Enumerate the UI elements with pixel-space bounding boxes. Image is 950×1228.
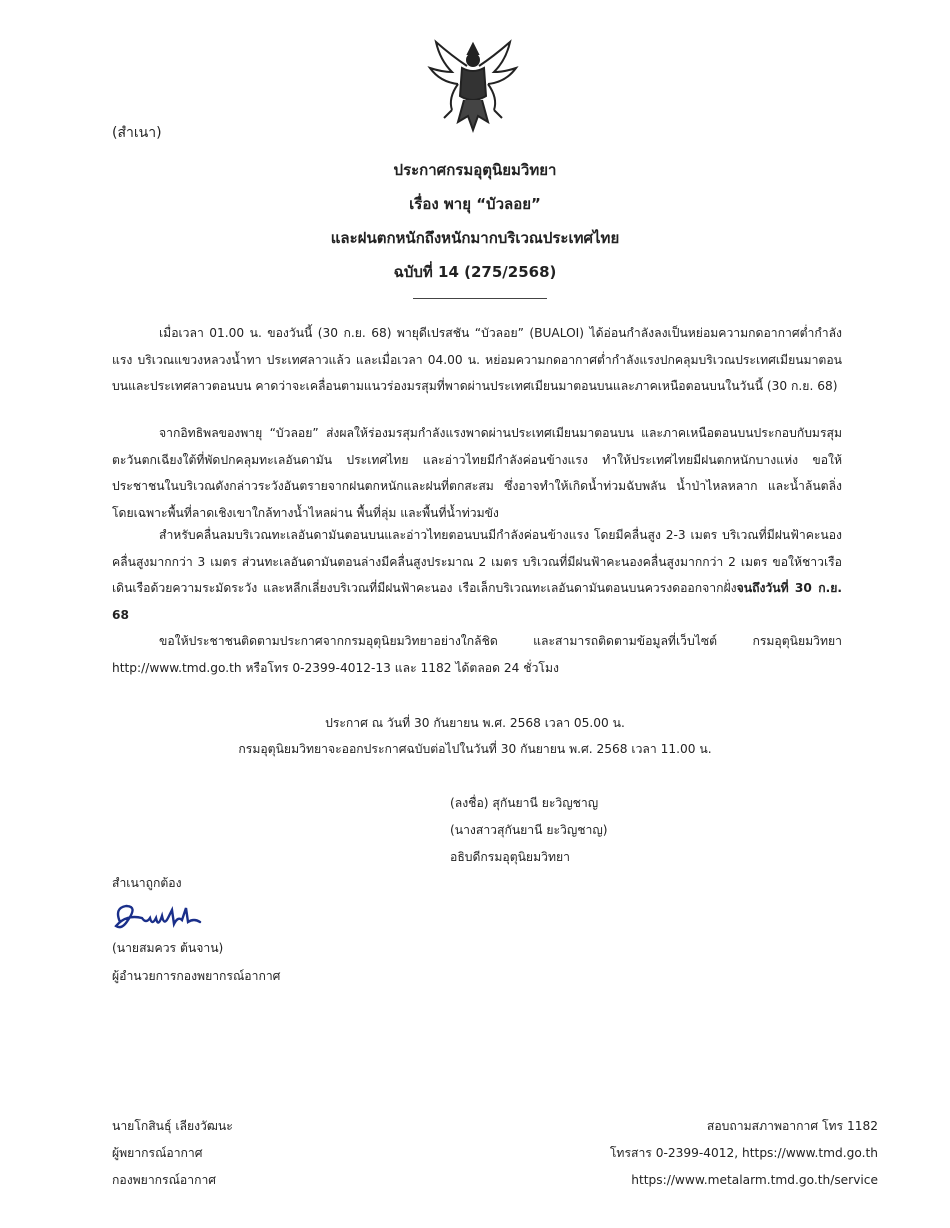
announcement-subject: เรื่อง พายุ “บัวลอย” [409,195,541,213]
issued-date: ประกาศ ณ วันที่ 30 กันยายน พ.ศ. 2568 เวลา 05.00 น. [325,716,625,730]
signatory-position: อธิบดีกรมอุตุนิยมวิทยา [450,850,570,864]
footer-left [112,1113,233,1194]
paragraph-4 [112,628,842,681]
signatory-name: (นางสาวสุกันยานี ยะวิญชาญ) [450,823,608,837]
metalarm-link[interactable]: https://www.metalarm.tmd.go.th/service [631,1173,878,1187]
paragraph-2 [112,420,842,526]
certifier-position: ผู้อำนวยการกองพยากรณ์อากาศ [112,969,281,983]
fax-website-info: โทรสาร 0-2399-4012, https://www.tmd.go.th [609,1146,878,1160]
copy-label: (สำเนา) [112,125,162,141]
footer-right [610,1113,878,1194]
garuda-emblem-icon [422,38,524,138]
paragraph-4-text: ขอให้ประชาชนติดตามประกาศจากกรมอุตุนิยมวิทยาอย่างใกล้ชิด และสามารถติดตามข้อมูลที่เว็บไซต์ กรมอุตุนิยมวิทยา http://www.tmd.go.th หรือโทร 0-2399-4012-13 และ 1182 ได้ตลอด 24 ชั่วโมง [112,634,842,675]
paragraph-1 [112,320,842,400]
paragraph-1-text: เมื่อเวลา 01.00 น. ของวันนี้ (30 ก.ย. 68) พายุดีเปรสชัน “บัวลอย” (BUALOI) ได้อ่อนกำลังลงเป็นหย่อมความกดอากาศต่ำกำลังแรง บริเวณแขวงหลวงน้ำทา ประเทศลาวแล้ว และเมื่อเวลา 04.00 น. หย่อมความกดอากาศต่ำกำลังแรงปกคลุมบริเวณประเทศเมียนมาตอนบนและประเทศลาวตอนบน คาดว่าจะเคลื่อนตามแนวร่องมรสุมที่พาดผ่านประเทศเมียนมาตอนบนและภาคเหนือตอนบนในวันนี้ (30 ก.ย. 68) [112,326,842,393]
paragraph-2-text: จากอิทธิพลของพายุ “บัวลอย” ส่งผลให้ร่องมรสุมกำลังแรงพาดผ่านประเทศเมียนมาตอนบน และภาคเหนือตอนบนประกอบกับมรสุมตะวันตกเฉียงใต้ที่พัดปกคลุมทะเลอันดามัน ประเทศไทย และอ่าวไทยมีกำลังค่อนข้างแรง ทำให้ประเทศไทยมีฝนตกหนักบางแห่ง ขอให้ประชาชนในบริเวณดังกล่าวระวังอันตรายจากฝนตกหนักและฝนที่ตกสะสม ซึ่งอาจทำให้เกิดน้ำท่วมฉับพลัน น้ำป่าไหลหลาก และน้ำล้นตลิ่ง โดยเฉพาะพื้นที่ลาดเชิงเขาใกล้ทางน้ำไหลผ่าน พื้นที่ลุ่ม และพื้นที่น้ำท่วมขัง [112,426,842,520]
paragraph-3-bold: จนถึงวันที่ 30 ก.ย. 68 [112,581,842,622]
forecaster-division: กองพยากรณ์อากาศ [112,1173,217,1187]
certifier-block [112,934,280,990]
title-divider [413,298,547,299]
next-issue-note: กรมอุตุนิยมวิทยาจะออกประกาศฉบับต่อไปในวันที่ 30 กันยายน พ.ศ. 2568 เวลา 11.00 น. [238,742,712,756]
paragraph-3-text: สำหรับคลื่นลมบริเวณทะเลอันดามันตอนบนและอ่าวไทยตอนบนมีกำลังค่อนข้างแรง โดยมีคลื่นสูง 2-3 เมตร บริเวณที่มีฝนฟ้าคะนองคลื่นสูงมากกว่า 3 เมตร ส่วนทะเลอันดามันตอนล่างมีคลื่นสูงประมาณ 2 เมตร บริเวณที่มีฝนฟ้าคะนองคลื่นสูงมากกว่า 2 เมตร ขอให้ชาวเรือเดินเรือด้วยความระมัดระวัง และหลีกเลี่ยงบริเวณที่มีฝนฟ้าคะนอง เรือเล็กบริเวณทะเลอันดามันตอนบนควรงดออกจากฝั่ง [112,528,842,595]
announcement-subject-continued: และฝนตกหนักถึงหนักมากบริเวณประเทศไทย [330,229,620,247]
signatory-block [450,790,670,871]
paragraph-3 [112,522,842,628]
handwritten-signature-icon [112,900,212,934]
hotline-info: สอบถามสภาพอากาศ โทร 1182 [706,1119,878,1133]
announcement-title: ประกาศกรมอุตุนิยมวิทยา [393,161,557,179]
certified-label: สำเนาถูกต้อง [112,876,182,890]
signatory-signed: (ลงชื่อ) สุกันยานี ยะวิญชาญ [450,796,599,810]
announcement-number: ฉบับที่ 14 (275/2568) [393,263,557,281]
certifier-name: (นายสมควร ต้นจาน) [112,941,224,955]
forecaster-name: นายโกสินธุ์ เลียงวัฒนะ [112,1119,233,1133]
forecaster-role: ผู้พยากรณ์อากาศ [112,1146,203,1160]
